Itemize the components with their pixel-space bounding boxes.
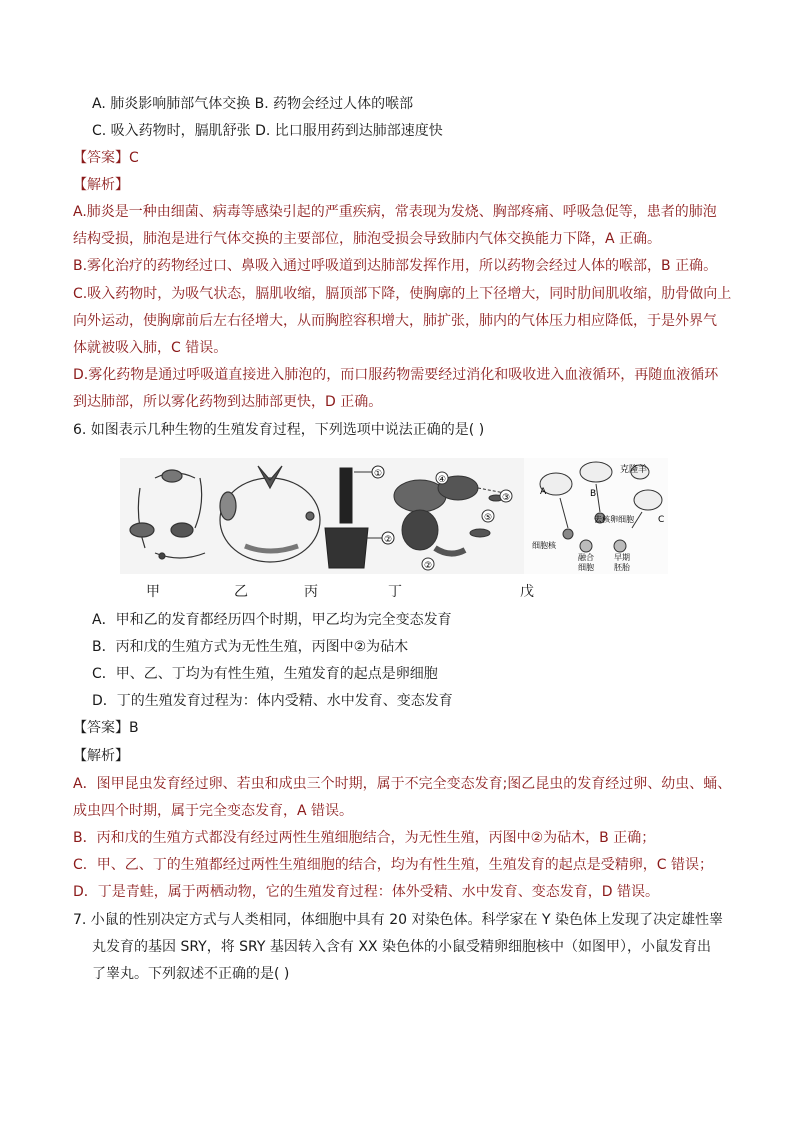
q6-option-b: B．丙和戊的生殖方式为无性生殖，丙图中②为砧木: [92, 639, 409, 655]
q6-analysis-line: D．丁是青蛙，属于两栖动物，它的生殖发育过程：体外受精、水中发育、变态发育，D 错误。: [73, 884, 660, 900]
q5-analysis-line: C.吸入药物时，为吸气状态，膈肌收缩，膈顶部下降，使胸廓的上下径增大，同时肋间肌收缩，肋骨做向上: [73, 286, 732, 302]
q6-stem: 6. 如图表示几种生物的生殖发育过程，下列选项中说法正确的是( ): [73, 422, 485, 438]
label-circled-2: ②: [383, 535, 393, 545]
q5-options-line-2: C. 吸入药物时，膈肌舒张 D. 比口服用药到达肺部速度快: [92, 123, 443, 139]
q7-line: 丸发育的基因 SRY，将 SRY 基因转入含有 XX 染色体的小鼠受精卵细胞核中（如图甲），小鼠发育出: [92, 939, 711, 955]
figure-label-wu: 戊: [520, 584, 534, 600]
q5-analysis-title: 【解析】: [73, 177, 129, 193]
q5-analysis-line: 到达肺部，所以雾化药物到达肺部更快，D 正确。: [73, 394, 383, 410]
q5-analysis-line: 体就被吸入肺，C 错误。: [73, 340, 228, 356]
cloning-wu-diagram: [524, 458, 668, 574]
q7-line: 7. 小鼠的性别决定方式与人类相同，体细胞中具有 20 对染色体。科学家在 Y 染色体上发现了决定雄性睾: [73, 912, 723, 928]
q6-reproduction-figure: [120, 458, 668, 574]
q6-analysis-line: 成虫四个时期，属于完全变态发育，A 错误。: [73, 803, 354, 819]
figure-label-yi: 乙: [234, 584, 248, 600]
q6-analysis-line: B．丙和戊的生殖方式都没有经过两性生殖细胞结合，为无性生殖，丙图中②为砧木，B 正确；: [73, 830, 656, 846]
label-circled-3: ③: [501, 493, 511, 503]
label-nucleus: 细胞核: [532, 541, 556, 550]
q6-analysis-line: A．图甲昆虫发育经过卵、若虫和成虫三个时期，属于不完全变态发育;图乙昆虫的发育经过卵、幼虫、蛹、: [73, 776, 732, 792]
label-circled-2-frog: ②: [423, 561, 433, 571]
label-C: C: [658, 515, 665, 525]
figure-label-jia: 甲: [146, 584, 160, 600]
label-early: 早期: [614, 553, 630, 562]
label-embryo: 胚胎: [614, 563, 630, 572]
label-circled-1: ①: [373, 469, 383, 479]
label-circled-4: ④: [437, 475, 447, 485]
label-circled-5: ⑤: [483, 513, 493, 523]
label-B: B: [590, 489, 597, 499]
q6-analysis-title: 【解析】: [73, 748, 129, 764]
q6-option-d: D．丁的生殖发育过程为：体内受精、水中发育、变态发育: [92, 693, 453, 709]
label-enucleated-egg: 去核卵细胞: [594, 515, 634, 524]
q6-option-c: C．甲、乙、丁均为有性生殖，生殖发育的起点是卵细胞: [92, 666, 438, 682]
figure-label-ding: 丁: [388, 584, 402, 600]
q5-analysis-line: 向外运动，使胸廓前后左右径增大，从而胸腔容积增大，肺扩张，肺内的气体压力相应降低，于是外界气: [73, 313, 717, 329]
q6-answer: 【答案】B: [73, 720, 139, 736]
q6-option-a: A．甲和乙的发育都经历四个时期，甲乙均为完全变态发育: [92, 612, 452, 628]
q5-analysis-line: 结构受损，肺泡是进行气体交换的主要部位，肺泡受损会导致肺内气体交换能力下降，A 正确。: [73, 231, 662, 247]
q5-analysis-line: D.雾化药物是通过呼吸道直接进入肺泡的，而口服药物需要经过消化和吸收进入血液循环，再随血液循环: [73, 367, 719, 383]
q5-options-line-1: A. 肺炎影响肺部气体交换 B. 药物会经过人体的喉部: [92, 96, 414, 112]
label-A: A: [540, 487, 547, 497]
q5-analysis-line: A.肺炎是一种由细菌、病毒等感染引起的严重疾病，常表现为发烧、胸部疼痛、呼吸急促等，患者的肺泡: [73, 204, 717, 220]
label-cell: 细胞: [578, 563, 594, 572]
q5-answer: 【答案】C: [73, 150, 139, 166]
q6-analysis-line: C．甲、乙、丁的生殖都经过两性生殖细胞的结合，均为有性生殖，生殖发育的起点是受精卵，C 错误；: [73, 857, 713, 873]
q7-line: 了睾丸。下列叙述不正确的是( ): [92, 966, 290, 982]
q5-analysis-line: B.雾化治疗的药物经过口、鼻吸入通过呼吸道到达肺部发挥作用，所以药物会经过人体的喉部，B 正确。: [73, 258, 718, 274]
label-fused: 融合: [578, 553, 594, 562]
figure-label-bing: 丙: [304, 584, 318, 600]
label-clone-sheep: 克隆羊: [620, 465, 648, 475]
